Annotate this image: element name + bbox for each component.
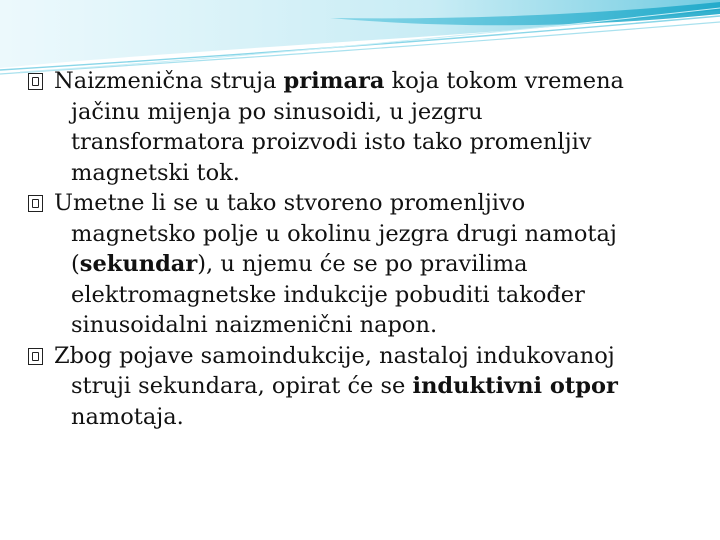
text-line (54, 249, 704, 280)
text-run: transformatora proizvodi isto tako promenljiv (71, 129, 592, 155)
text-line (54, 280, 704, 311)
text-line (54, 158, 704, 189)
bullet-marker-icon (28, 348, 43, 365)
bold-term: sekundar (79, 251, 198, 277)
text-line (54, 310, 704, 341)
text-run: ), u njemu će se po pravilima (197, 251, 528, 277)
text-run: Umetne li se u tako stvoreno promenljivo (54, 190, 526, 216)
text-line (54, 188, 704, 219)
text-run: sinusoidalni naizmenični napon. (71, 312, 438, 338)
text-run: struji sekundara, opirat će se (71, 373, 413, 399)
bullet-paragraph (14, 188, 704, 341)
text-line (54, 97, 704, 128)
slide-body (14, 66, 704, 432)
text-line (54, 402, 704, 433)
text-run: ( (71, 251, 80, 277)
bullet-paragraph (14, 341, 704, 433)
bold-term: primara (283, 68, 385, 94)
text-run: Naizmenična struja (54, 68, 284, 94)
text-run: magnetsko polje u okolinu jezgra drugi namotaj (71, 220, 617, 247)
text-line (54, 371, 704, 402)
text-line (54, 127, 704, 158)
text-run: jačinu mijenja po sinusoidi, u jezgru (71, 98, 483, 125)
text-line (54, 219, 704, 250)
text-line (54, 341, 704, 372)
bold-term: induktivni otpor (412, 373, 618, 399)
text-line (54, 66, 704, 97)
text-run: elektromagnetske indukcije pobuditi također (71, 281, 585, 308)
bullet-marker-icon (28, 73, 43, 90)
text-run: koja tokom vremena (384, 68, 624, 94)
bullet-paragraph (14, 66, 704, 188)
text-run: magnetski tok. (71, 159, 240, 186)
text-run: namotaja. (71, 403, 184, 430)
text-run: Zbog pojave samoindukcije, nastaloj indukovanoj (54, 342, 615, 369)
bullet-marker-icon (28, 195, 43, 212)
